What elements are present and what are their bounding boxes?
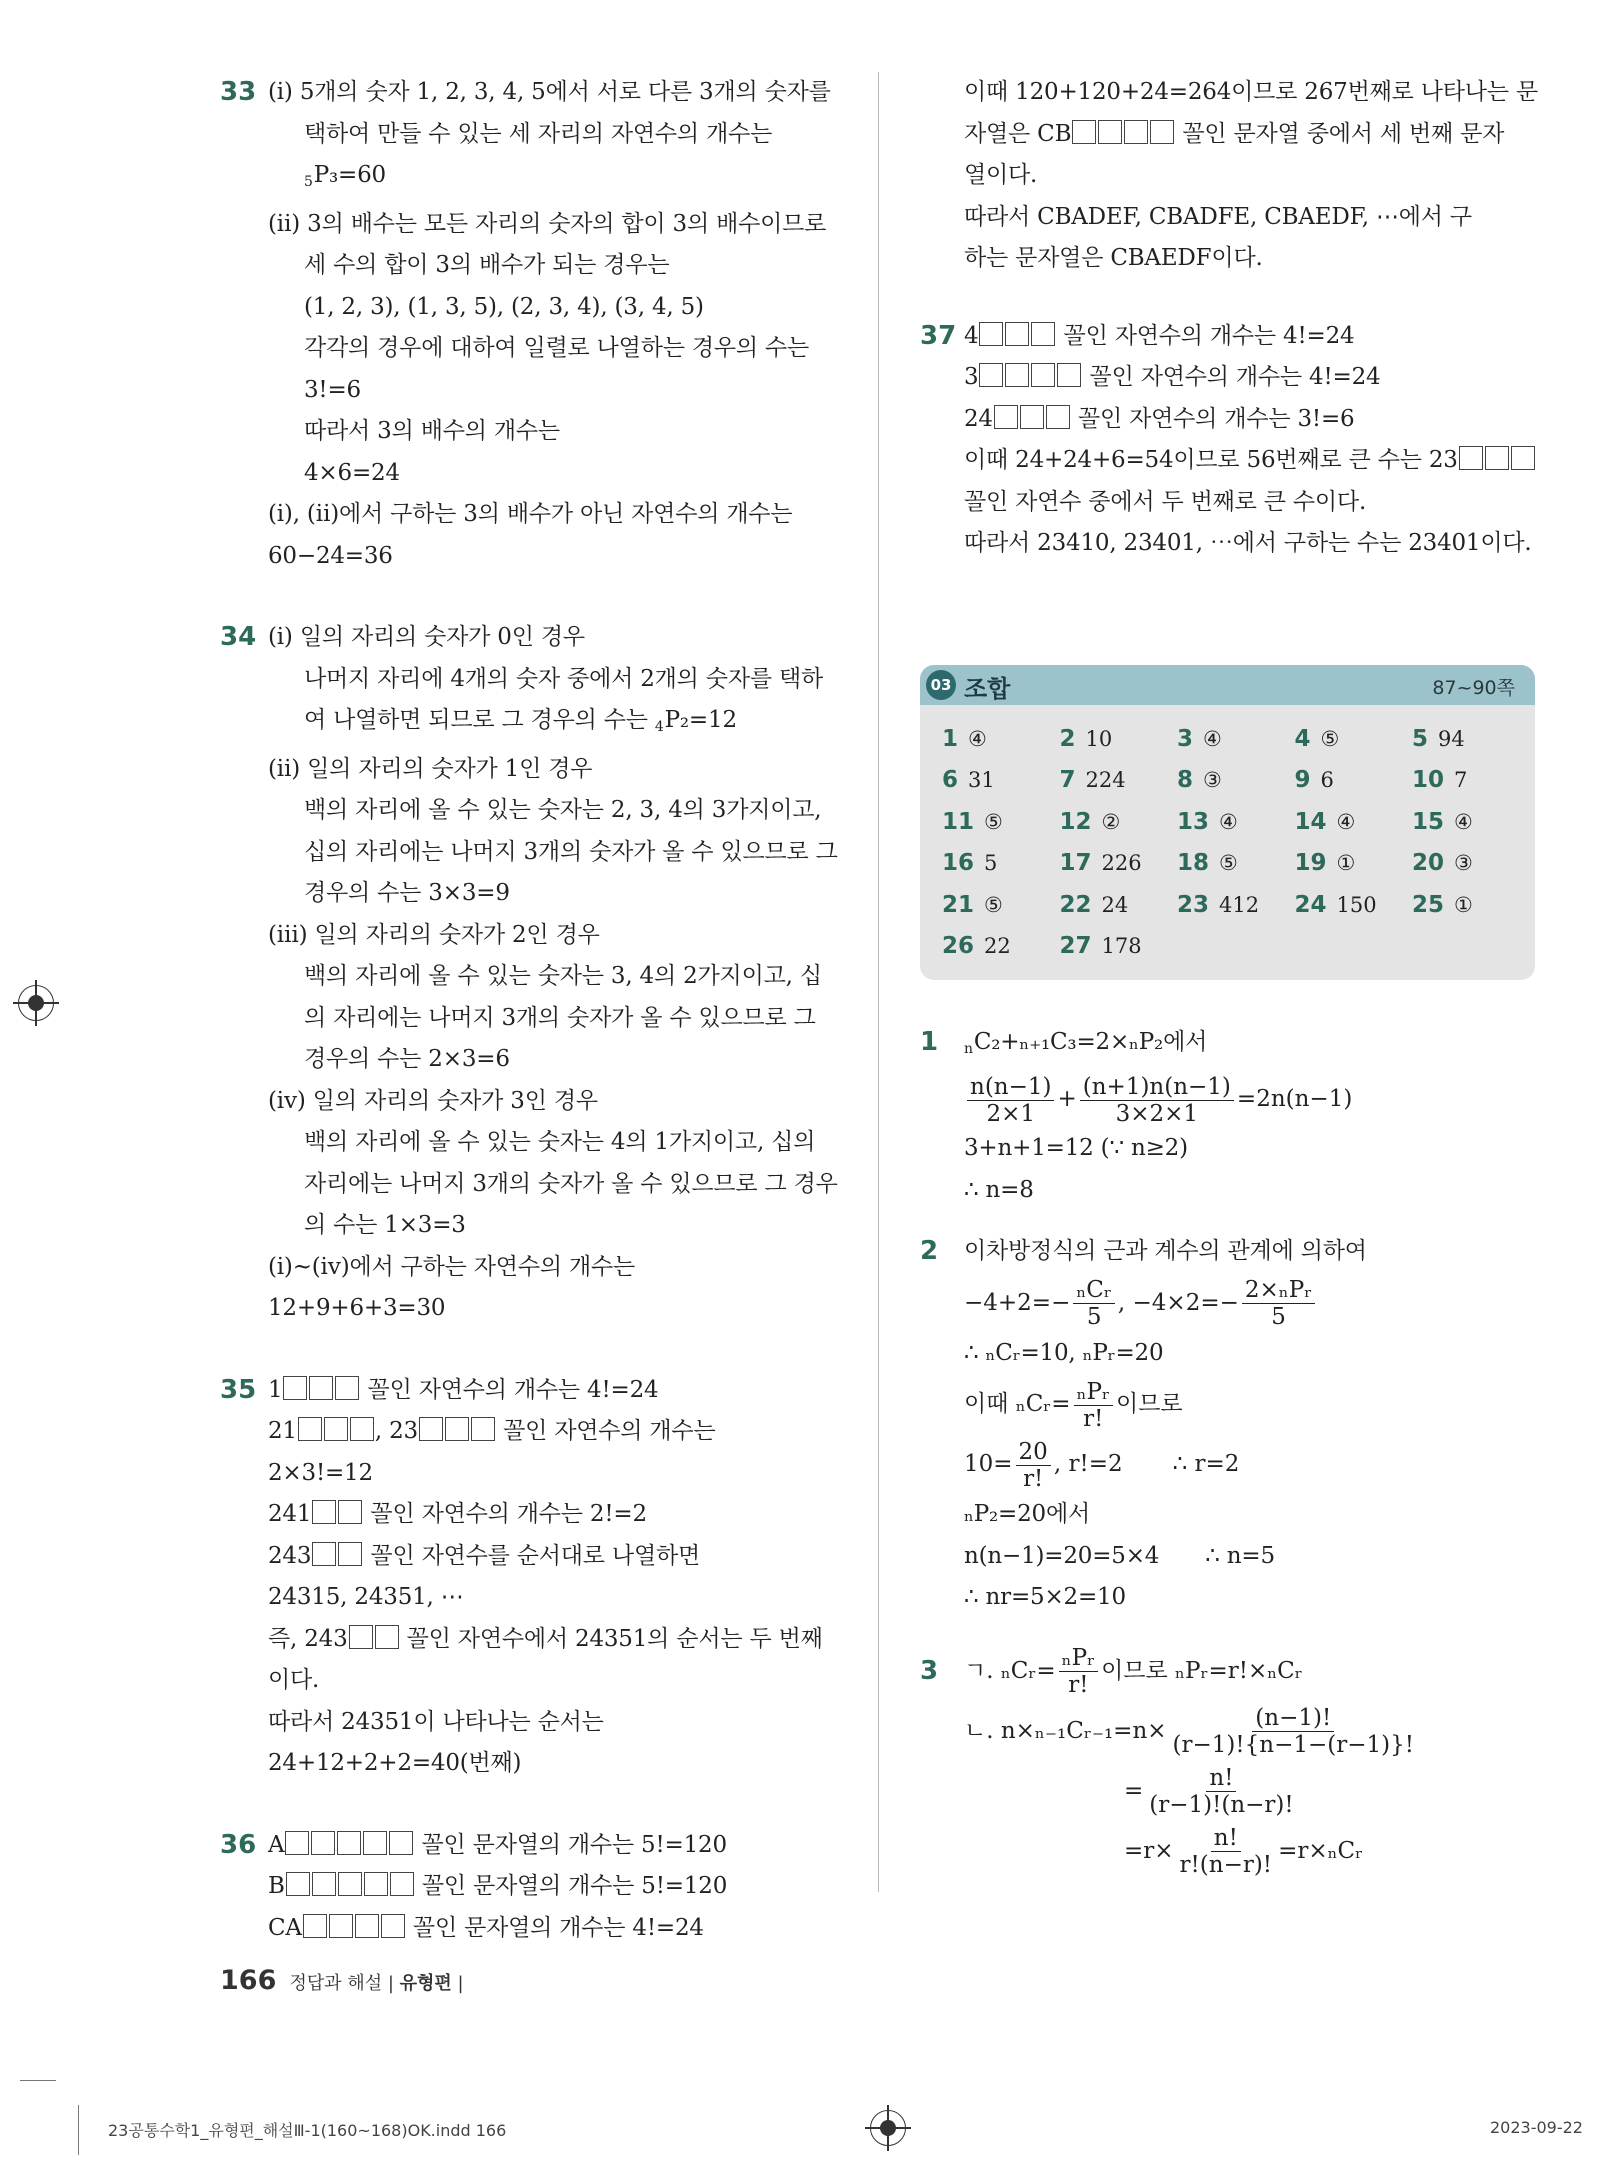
solution-2 — [920, 1231, 1535, 1619]
text-line: ∴ ₙCᵣ=10, ₙPᵣ=20 — [964, 1339, 1164, 1366]
problem-number: 3 — [920, 1655, 939, 1686]
text-line: 열이다. — [964, 162, 1038, 188]
text-line: 3 꼴인 자연수의 개수는 4!=24 — [964, 364, 1381, 390]
answer-value: 412 — [1219, 892, 1260, 917]
problem-number: 2 — [920, 1236, 939, 1266]
answer-cell — [1295, 885, 1413, 927]
text-line: 24+12+2+2=40(번째) — [268, 1750, 522, 1776]
text-line: (ⅰ) 일의 자리의 숫자가 0인 경우 — [268, 624, 585, 650]
answer-grid — [920, 705, 1535, 968]
text-line: A 꼴인 문자열의 개수는 5!=120 — [268, 1831, 727, 1858]
text-line: (ⅰ) 5개의 숫자 1, 2, 3, 4, 5에서 서로 다른 3개의 숫자를 — [268, 79, 831, 105]
answer-cell — [942, 885, 1060, 927]
answer-cell — [1295, 760, 1413, 802]
answer-cell — [942, 843, 1060, 885]
fraction: $\frac{\text{ₙPᵣ}}{r!}$ — [1059, 1645, 1098, 1698]
formula-line: =r× $\frac{n!}{r!(n-r)!}$ =r×ₙCᵣ — [1124, 1825, 1364, 1878]
formula-line: 이때 ₙCᵣ= $\frac{\text{ₙPᵣ}}{r!}$ 이므로 — [964, 1378, 1183, 1432]
text-line: 각각의 경우에 대하여 일렬로 나열하는 경우의 수는 — [304, 335, 810, 361]
left-column — [220, 72, 845, 1949]
text-line: 꼴인 자연수 중에서 두 번째로 큰 수이다. — [964, 488, 1367, 515]
fraction: $\frac{\text{ₙCᵣ}}{5}$ — [1073, 1277, 1115, 1330]
fraction: $\frac{n(n-1)}{2\times 1}$ — [967, 1074, 1054, 1127]
section-title: 조합 — [964, 674, 1011, 703]
text-line: 이때 120+120+24=264이므로 267번째로 나타나는 문 — [964, 79, 1538, 105]
formula-line: $\frac{n(n-1)}{2\times 1}$ + $\frac{(n+1)n(n-1)}{3\times 2\times 1}$ =2n(n−1) — [964, 1070, 1535, 1128]
answer-value: 24 — [1101, 892, 1129, 917]
text-line: (ⅰ), (ⅱ)에서 구하는 3의 배수가 아닌 자연수의 개수는 — [268, 501, 793, 527]
answer-number: 16 — [942, 850, 975, 876]
text-line: 하는 문자열은 CBAEDF이다. — [964, 245, 1263, 271]
solution-34 — [220, 617, 845, 1330]
formula-line: 10= $\frac{20}{r!}$ , r!=2 ∴ r=2 — [964, 1438, 1240, 1492]
answer-number: 11 — [942, 808, 975, 835]
answer-value: 31 — [968, 768, 995, 792]
text-line: 60−24=36 — [268, 542, 393, 569]
answer-number: 14 — [1294, 808, 1327, 835]
answer-cell — [1177, 843, 1295, 885]
answer-cell — [1060, 760, 1178, 802]
text-line: 따라서 23410, 23401, ⋯에서 구하는 수는 23401이다. — [964, 530, 1532, 556]
formula-line: ㄱ. ₙCᵣ= $\frac{\text{ₙPᵣ}}{r!}$ 이므로 ₙPᵣ=r!×ₙCᵣ — [964, 1645, 1303, 1698]
fraction: $\frac{20}{r!}$ — [1016, 1439, 1051, 1492]
answer-cell — [942, 760, 1060, 802]
answer-cell — [942, 926, 1060, 968]
trim-line — [78, 2105, 79, 2155]
text-line: 따라서 3의 배수의 개수는 — [304, 418, 560, 444]
text-line: 경우의 수는 3×3=9 — [304, 880, 510, 906]
trim-line — [20, 2080, 56, 2081]
answer-cell — [1295, 802, 1413, 844]
text-line: 즉, 243 꼴인 자연수에서 24351의 순서는 두 번째 — [268, 1625, 823, 1652]
answer-cell — [1412, 802, 1530, 844]
answer-number: 21 — [942, 891, 975, 918]
answer-cell — [1412, 760, 1530, 802]
text-line: 택하여 만들 수 있는 세 자리의 자연수의 개수는 — [304, 120, 773, 147]
text-line: 십의 자리에는 나머지 3개의 숫자가 올 수 있으므로 그 — [304, 838, 838, 865]
text-line: 의 자리에는 나머지 3개의 숫자가 올 수 있으므로 그 — [304, 1004, 816, 1031]
answer-number: 19 — [1294, 850, 1327, 876]
text-line: 나머지 자리에 4개의 숫자 중에서 2개의 숫자를 택하 — [304, 665, 824, 692]
page-number: 166 — [220, 1965, 277, 1996]
text-line: 이차방정식의 근과 계수의 관계에 의하여 — [964, 1238, 1367, 1264]
problem-number: 35 — [220, 1374, 257, 1405]
solution-1 — [920, 1022, 1535, 1212]
text-line: 자리에는 나머지 3개의 숫자가 올 수 있으므로 그 경우 — [304, 1170, 838, 1197]
text-line: 따라서 24351이 나타나는 순서는 — [268, 1708, 604, 1735]
fraction: $\frac{\text{2×ₙPᵣ}}{5}$ — [1242, 1277, 1315, 1330]
problem-number: 36 — [220, 1829, 257, 1860]
solution-37 — [920, 316, 1535, 565]
solution-3 — [920, 1641, 1535, 1881]
answer-number: 24 — [1294, 891, 1327, 918]
answer-cell — [1060, 843, 1178, 885]
answer-number: 2 — [1059, 725, 1076, 752]
answer-value: ③ — [1454, 851, 1473, 875]
text-line: (ⅱ) 3의 배수는 모든 자리의 숫자의 합이 3의 배수이므로 — [268, 210, 827, 237]
answer-number: 22 — [1059, 891, 1092, 918]
answer-number: 1 — [942, 725, 959, 752]
text-line: 24 꼴인 자연수의 개수는 3!=6 — [964, 405, 1355, 432]
text-line: nC₂+ₙ₊₁C₃=2×ₙP₂에서 — [964, 1028, 1208, 1057]
answer-cell — [1412, 719, 1530, 761]
answer-value: ④ — [1336, 809, 1356, 834]
solution-35 — [220, 1370, 845, 1785]
text-line: 여 나열하면 되므로 그 경우의 수는 4P₂=12 — [304, 707, 737, 735]
text-line: 21 , 23 꼴인 자연수의 개수는 — [268, 1418, 716, 1444]
answer-number: 20 — [1412, 850, 1445, 876]
fraction: $\frac{n!}{(r-1)!(n-r)!}$ — [1149, 1765, 1294, 1818]
answer-number: 23 — [1177, 891, 1210, 918]
problem-number: 33 — [220, 77, 257, 107]
text-line: 12+9+6+3=30 — [268, 1295, 446, 1321]
text-line: (ⅰ)~(ⅳ)에서 구하는 자연수의 개수는 — [268, 1253, 636, 1280]
text-line: 백의 자리에 올 수 있는 숫자는 2, 3, 4의 3가지이고, — [304, 797, 822, 823]
answer-number: 13 — [1177, 808, 1210, 835]
solution-36-continued — [920, 72, 1538, 280]
problem-number: 1 — [920, 1026, 939, 1057]
answer-value: ⑤ — [984, 892, 1003, 917]
answer-cell — [1060, 719, 1178, 761]
section-page-range: 87~90쪽 — [1432, 676, 1515, 699]
answer-value: 150 — [1336, 892, 1377, 917]
section-number-badge: 03 — [926, 670, 956, 700]
registration-mark-bottom — [870, 2110, 906, 2146]
text-line: 4×6=24 — [304, 459, 400, 486]
answer-number: 18 — [1177, 850, 1210, 876]
answer-value: ② — [1101, 809, 1121, 834]
problem-number: 34 — [220, 622, 257, 652]
text-line: 자열은 CB 꼴인 문자열 중에서 세 번째 문자 — [964, 120, 1505, 147]
text-line: 2×3!=12 — [268, 1459, 373, 1486]
text-line: 의 수는 1×3=3 — [304, 1212, 466, 1238]
print-date: 2023-09-22 — [1490, 2118, 1583, 2137]
answer-value: 224 — [1085, 768, 1126, 792]
text-line: 경우의 수는 2×3=6 — [304, 1046, 510, 1072]
text-line: 5P₃=60 — [304, 162, 386, 190]
answer-cell — [1177, 885, 1295, 927]
fraction: $\frac{n!}{r!(n-r)!}$ — [1179, 1825, 1273, 1878]
answer-number: 25 — [1412, 891, 1445, 918]
answer-number: 10 — [1412, 767, 1445, 793]
answer-value: ① — [1454, 892, 1473, 917]
answer-value: 7 — [1454, 768, 1468, 792]
formula-line: ㄴ. n×ₙ₋₁Cᵣ₋₁=n× $\frac{(n-1)!}{(r-1)!\{n-1-(r-1)\}!}$ — [964, 1701, 1535, 1761]
answer-value: ④ — [1203, 726, 1222, 751]
answer-number: 3 — [1177, 725, 1194, 752]
answer-value: 178 — [1101, 934, 1142, 958]
registration-mark-left — [18, 985, 54, 1021]
text-line: 이때 24+24+6=54이므로 56번째로 큰 수는 23 — [964, 440, 1535, 482]
answer-cell — [942, 719, 1060, 761]
answer-cell — [1060, 802, 1178, 844]
footer-label: 정답과 해설 | 유형편 | — [289, 1973, 464, 1994]
problem-number: 37 — [920, 320, 957, 351]
text-line: (1, 2, 3), (1, 3, 5), (2, 3, 4), (3, 4, 5) — [304, 293, 704, 320]
answer-value: ⑤ — [984, 809, 1003, 834]
answer-number: 15 — [1412, 808, 1445, 835]
answer-cell — [1412, 885, 1530, 927]
answer-number: 5 — [1412, 725, 1429, 752]
column-divider — [878, 72, 879, 1892]
formula-line: −4+2=− $\frac{\text{ₙCᵣ}}{5}$ , −4×2=− $\frac{\text{2×ₙPᵣ}}{5}$ — [964, 1273, 1535, 1333]
text-line: 따라서 CBADEF, CBADFE, CBAEDF, ⋯에서 구 — [964, 203, 1472, 230]
text-line: B 꼴인 문자열의 개수는 5!=120 — [268, 1873, 728, 1899]
answer-cell — [1060, 926, 1178, 968]
answer-value: ③ — [1203, 768, 1222, 792]
answer-cell — [942, 802, 1060, 844]
answer-value: ① — [1336, 851, 1356, 875]
answer-value: ⑤ — [1219, 851, 1238, 875]
answer-number: 27 — [1059, 933, 1092, 959]
text-line: (ⅳ) 일의 자리의 숫자가 3인 경우 — [268, 1087, 598, 1114]
answer-value: ④ — [1454, 809, 1473, 834]
answer-value: 22 — [984, 934, 1011, 958]
answer-number: 8 — [1177, 767, 1194, 793]
answer-value: ④ — [968, 726, 987, 751]
answer-value: 94 — [1438, 726, 1465, 751]
fraction: $\frac{(n+1)n(n-1)}{3\times 2\times 1}$ — [1080, 1074, 1234, 1127]
answer-number: 4 — [1294, 725, 1311, 752]
answer-number: 17 — [1059, 850, 1092, 876]
answer-value: ⑤ — [1320, 726, 1340, 751]
text-line: 3+n+1=12 (∵ n≥2) — [964, 1135, 1188, 1161]
page-footer — [220, 1965, 464, 1996]
text-line: 1 꼴인 자연수의 개수는 4!=24 — [268, 1376, 659, 1403]
text-line: 백의 자리에 올 수 있는 숫자는 4의 1가지이고, 십의 — [304, 1129, 816, 1155]
text-line: CA 꼴인 문자열의 개수는 4!=24 — [268, 1914, 704, 1941]
answer-number: 12 — [1059, 808, 1092, 835]
text-line: 이다. — [268, 1667, 320, 1693]
fraction: $\frac{(n-1)!}{(r-1)!\{n-1-(r-1)\}!}$ — [1172, 1705, 1414, 1758]
text-line: (ⅱ) 일의 자리의 숫자가 1인 경우 — [268, 755, 593, 782]
text-line: 3!=6 — [304, 376, 361, 403]
solution-33 — [220, 72, 845, 577]
text-line: 243 꼴인 자연수를 순서대로 나열하면 — [268, 1542, 701, 1569]
text-line: 24315, 24351, ⋯ — [268, 1584, 464, 1610]
text-line: n(n−1)=20=5×4 ∴ n=5 — [964, 1542, 1275, 1569]
answer-cell — [1060, 885, 1178, 927]
answer-cell — [1295, 843, 1413, 885]
text-line: ∴ nr=5×2=10 — [964, 1584, 1126, 1610]
answer-summary-box — [920, 665, 1535, 980]
answer-cell — [1177, 802, 1295, 844]
text-line: 241 꼴인 자연수의 개수는 2!=2 — [268, 1501, 647, 1527]
answer-cell — [1412, 843, 1530, 885]
answer-value: 226 — [1101, 851, 1142, 875]
answer-number: 26 — [942, 933, 975, 959]
answer-cell — [1177, 760, 1295, 802]
answer-number: 6 — [942, 767, 959, 793]
answer-cell — [1295, 719, 1413, 761]
answer-value: 5 — [984, 851, 998, 875]
answer-cell — [1177, 719, 1295, 761]
text-line: 4 꼴인 자연수의 개수는 4!=24 — [964, 322, 1355, 349]
answer-value: ④ — [1219, 809, 1238, 834]
text-line: ₙP₂=20에서 — [964, 1501, 1091, 1527]
text-line: ∴ n=8 — [964, 1176, 1034, 1203]
formula-line: = $\frac{n!}{(r-1)!(n-r)!}$ — [964, 1761, 1535, 1821]
solution-36 — [220, 1825, 845, 1950]
text-line: 세 수의 합이 3의 배수가 되는 경우는 — [304, 252, 670, 278]
fraction: $\frac{\text{ₙPᵣ}}{r!}$ — [1074, 1379, 1113, 1432]
text-line: 백의 자리에 올 수 있는 숫자는 3, 4의 2가지이고, 십 — [304, 963, 822, 989]
right-column — [920, 72, 1538, 1881]
answer-number: 9 — [1294, 767, 1311, 793]
section-header — [920, 665, 1535, 705]
answer-number: 7 — [1059, 767, 1076, 793]
answer-value: 6 — [1320, 768, 1334, 792]
file-slug: 23공통수학1_유형편_해설Ⅲ-1(160~168)OK.indd 166 — [108, 2121, 507, 2140]
text-line: (ⅲ) 일의 자리의 숫자가 2인 경우 — [268, 921, 600, 948]
answer-value: 10 — [1085, 726, 1113, 751]
